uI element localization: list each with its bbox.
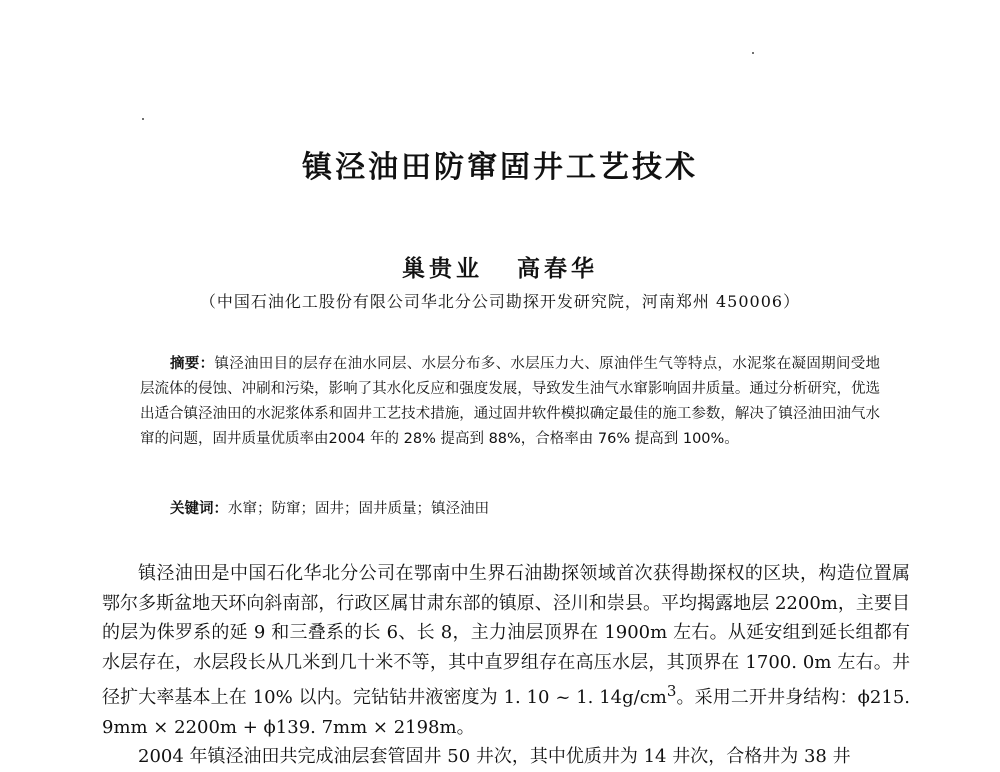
abstract (140, 352, 880, 452)
superscript: 3 (666, 682, 677, 700)
author-list (0, 250, 1000, 283)
body-paragraph-text: 。采用二开井身结构：ϕ215. 9mm × 2200m + ϕ139. 7mm × 2198m。 (102, 687, 910, 738)
scan-speck (752, 52, 754, 54)
body-text (102, 559, 910, 772)
author-name: 巢贵业 (402, 255, 483, 282)
keywords-label: 关键词： (170, 501, 228, 517)
author-name: 高春华 (517, 255, 598, 282)
affiliation: （中国石油化工股份有限公司华北分公司勘探开发研究院，河南郑州 450006） (199, 292, 801, 311)
body-paragraph-text: 镇泾油田是中国石化华北分公司在鄂南中生界石油勘探领域首次获得勘探权的区块，构造位置属鄂尔多斯盆地天环向斜南部，行政区属甘肃东部的镇原、泾川和崇县。平均揭露地层 2200m，主要目的层为侏罗系的延 9 和三叠系的长 6、长 8，主力油层顶界在 1900m 左右。从延安组到延长组都有水层存在，水层段长从几米到几十米不等，其中直罗组存在高压水层，其顶界在 1700. 0m 左右。井径扩大率基本上在 10% 以内。完钻钻井液密度为 1. 10 ~ 1. 14g/cm (102, 563, 910, 708)
body-paragraph: 2004 年镇泾油田共完成油层套管固井 50 井次，其中优质井为 14 井次，合格井为 38 井 (138, 746, 851, 767)
abstract-label: 摘要： (170, 356, 215, 372)
paper-title: 镇泾油田防窜固井工艺技术 (302, 150, 698, 185)
body-paragraph (102, 559, 910, 742)
keywords-text: 水窜；防窜；固井；固井质量；镇泾油田 (228, 501, 489, 517)
scan-speck (142, 118, 144, 120)
abstract-text: 镇泾油田目的层存在油水同层、水层分布多、水层压力大、原油伴生气等特点，水泥浆在凝固期间受地层流体的侵蚀、冲刷和污染，影响了其水化反应和强度发展，导致发生油气水窜影响固井质量。通过分析研究，优选出适合镇泾油田的水泥浆体系和固井工艺技术措施，通过固井软件模拟确定最佳的施工参数，解决了镇泾油田油气水窜的问题，固井质量优质率由2004 年的 28% 提高到 88%，合格率由 76% 提高到 100%。 (140, 356, 881, 447)
keywords (170, 497, 880, 518)
